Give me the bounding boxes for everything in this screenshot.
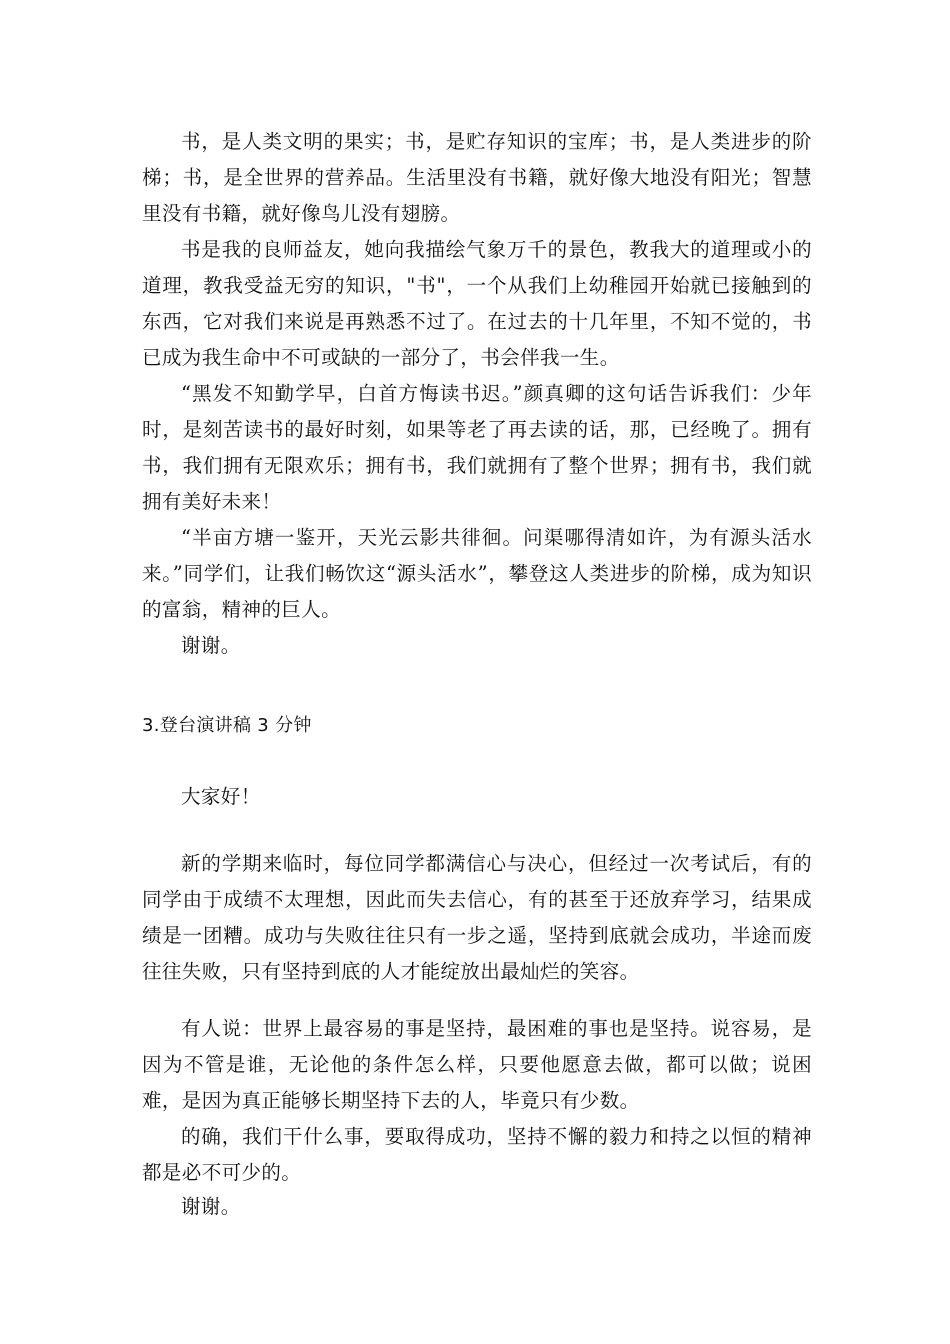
section-heading: 3.登台演讲稿 3 分钟 (142, 715, 312, 736)
paragraph: “黑发不知勤学早，白首方悔读书迟。”颜真卿的这句话告诉我们：少年时，是刻苦读书的最好时刻，如果等老了再去读的话，那，已经晚了。拥有书，我们拥有无限欢乐；拥有书，我们就拥有了整个世界；拥有书，我们就拥有美好未来！ (142, 382, 812, 513)
closing-thanks: 谢谢。 (181, 634, 241, 657)
paragraph: 的确，我们干什么事，要取得成功，坚持不懈的毅力和持之以恒的精神都是必不可少的。 (142, 1125, 812, 1184)
paragraph: 书是我的良师益友，她向我描绘气象万千的景色，教我大的道理或小的道理，教我受益无穷的知识，"书"，一个从我们上幼稚园开始就已接触到的东西，它对我们来说是再熟悉不过了。在过去的十几年里，不知不觉的，书已成为我生命中不可或缺的一部分了，书会伴我一生。 (142, 238, 812, 369)
paragraph: “半亩方塘一鉴开，天光云影共徘徊。问渠哪得清如许，为有源头活水来。”同学们，让我们畅饮这“源头活水”，攀登这人类进步的阶梯，成为知识的富翁，精神的巨人。 (142, 526, 812, 621)
closing-thanks: 谢谢。 (181, 1195, 241, 1218)
greeting: 大家好！ (181, 785, 261, 808)
paragraph: 新的学期来临时，每位同学都满信心与决心，但经过一次考试后，有的同学由于成绩不太理想，因此而失去信心，有的甚至于还放弃学习，结果成绩是一团糟。成功与失败往往只有一步之遥，坚持到底就会成功，半途而废往往失败，只有坚持到底的人才能绽放出最灿烂的笑容。 (142, 852, 812, 983)
paragraph: 有人说：世界上最容易的事是坚持，最困难的事也是坚持。说容易，是因为不管是谁，无论他的条件怎么样，只要他愿意去做，都可以做；说困难，是因为真正能够长期坚持下去的人，毕竟只有少数。 (142, 1017, 812, 1112)
paragraph: 书，是人类文明的果实；书，是贮存知识的宝库；书，是人类进步的阶梯；书，是全世界的营养品。生活里没有书籍，就好像大地没有阳光；智慧里没有书籍，就好像鸟儿没有翅膀。 (142, 130, 812, 225)
